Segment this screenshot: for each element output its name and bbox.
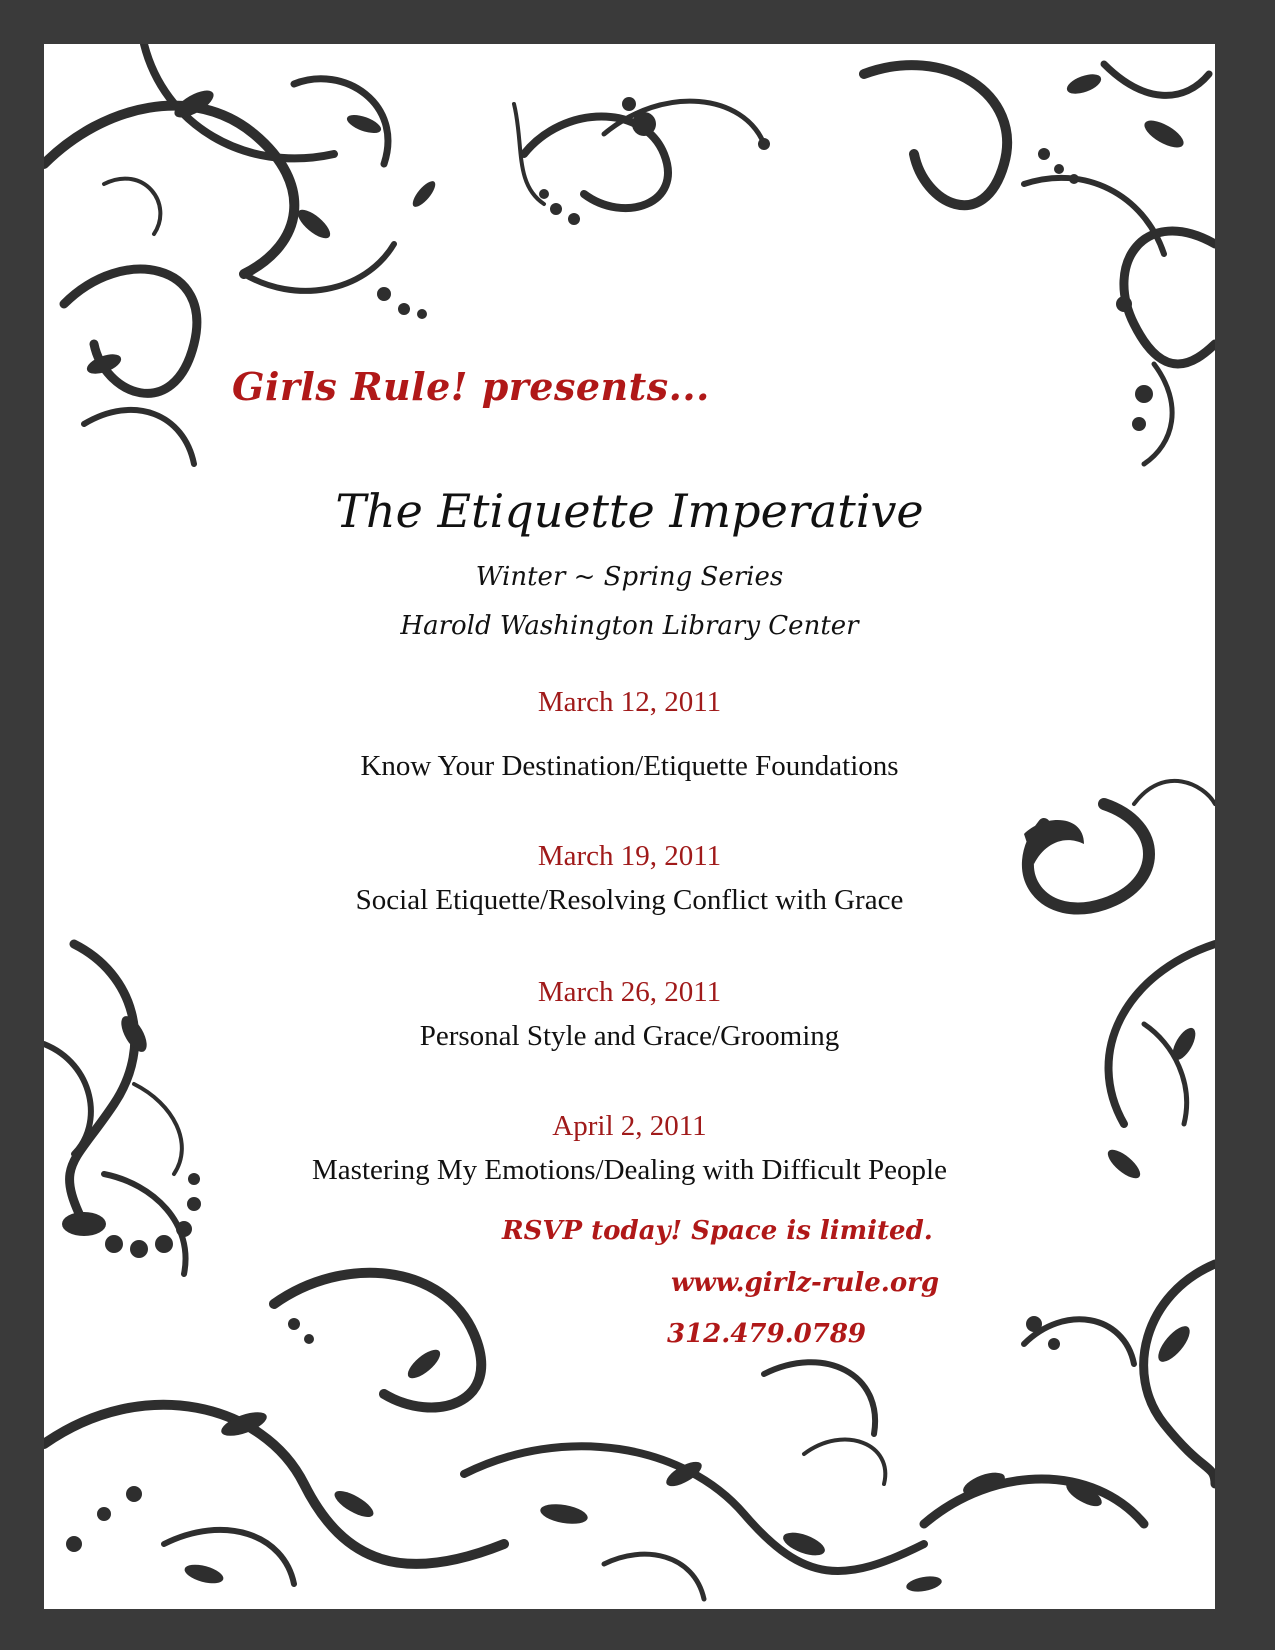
presenter-line: Girls Rule! presents... [232, 364, 710, 409]
rsvp-callout: RSVP today! Space is limited. [502, 1216, 933, 1246]
session-topic: Know Your Destination/Etiquette Foundations [360, 750, 899, 782]
venue-subtitle: Harold Washington Library Center [400, 611, 859, 641]
flyer-page [44, 44, 1215, 1609]
series-subtitle: Winter ~ Spring Series [475, 562, 784, 592]
event-title: The Etiquette Imperative [335, 484, 924, 538]
session-topic: Mastering My Emotions/Dealing with Difficult People [312, 1154, 947, 1186]
session-date: March 12, 2011 [537, 686, 722, 718]
session-topic: Social Etiquette/Resolving Conflict with Grace [355, 884, 904, 916]
website-link[interactable]: www.girlz-rule.org [671, 1268, 940, 1298]
session-date: April 2, 2011 [552, 1110, 707, 1142]
session-topic: Personal Style and Grace/Grooming [419, 1020, 840, 1052]
swirl-ornament-decoration [44, 44, 1215, 1609]
session-date: March 26, 2011 [537, 976, 722, 1008]
session-date: March 19, 2011 [537, 840, 722, 872]
phone-number: 312.479.0789 [667, 1319, 867, 1349]
